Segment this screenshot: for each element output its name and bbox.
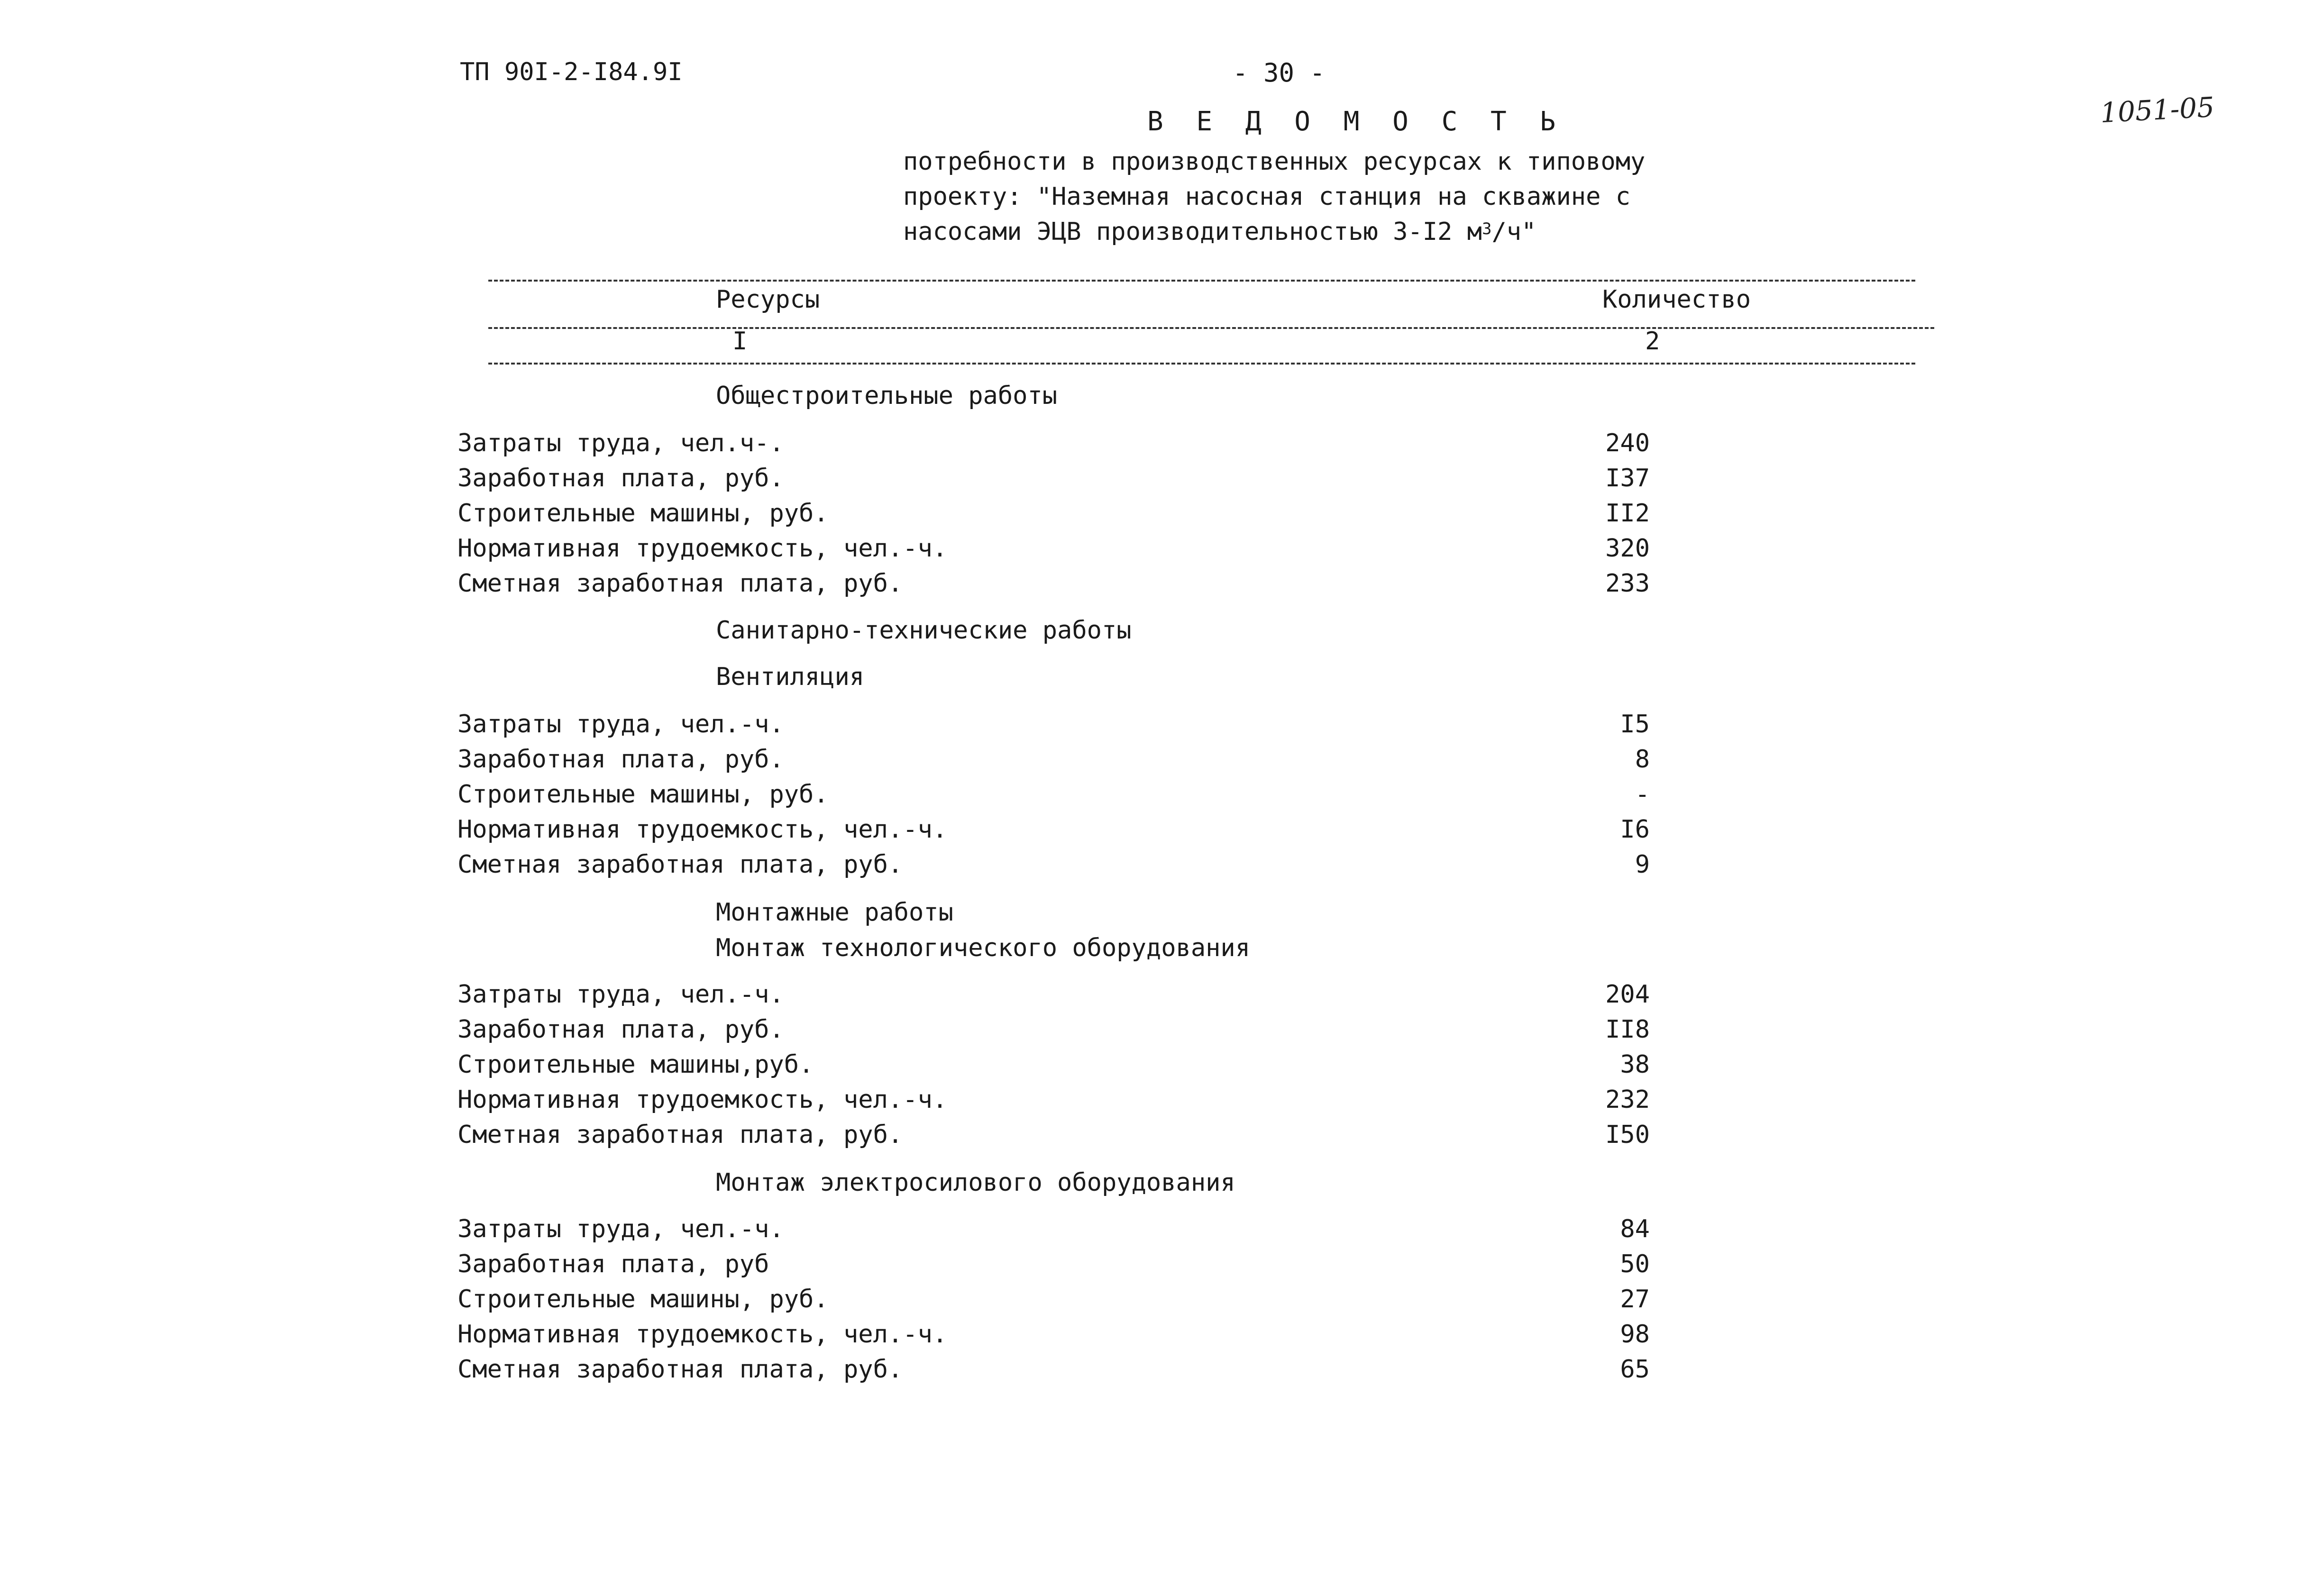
section-title: Санитарно-технические работы	[716, 616, 1132, 645]
table-row-label: Строительные машины,руб.	[457, 1050, 814, 1079]
table-row-label: Сметная заработная плата, руб.	[457, 569, 903, 598]
table-row-label: Нормативная трудоемкость, чел.-ч.	[457, 1320, 948, 1349]
section-title: Монтажные работы	[716, 898, 953, 927]
table-row-label: Затраты труда, чел.ч-.	[457, 429, 784, 457]
superscript-cube: 3	[1482, 219, 1492, 238]
subtitle-line-3	[903, 214, 1536, 249]
table-row-label: Нормативная трудоемкость, чел.-ч.	[457, 815, 948, 844]
table-row-value: II2	[1605, 499, 1650, 528]
table-row-label: Затраты труда, чел.-ч.	[457, 710, 784, 739]
table-row-value: II8	[1605, 1015, 1650, 1044]
section-subtitle: Монтаж технологического оборудования	[716, 934, 1251, 962]
table-row-value: 38	[1620, 1050, 1650, 1079]
subtitle-line-2: проекту: "Наземная насосная станция на скважине с	[903, 182, 1631, 211]
column-number-2: 2	[1645, 327, 1660, 356]
table-row-value: 9	[1635, 850, 1650, 879]
table-rule-bottom	[488, 363, 1915, 365]
table-row-label: Нормативная трудоемкость, чел.-ч.	[457, 534, 948, 563]
table-rule-top	[488, 280, 1915, 282]
table-row-value: 233	[1605, 569, 1650, 598]
table-row-label: Затраты труда, чел.-ч.	[457, 980, 784, 1009]
table-row-label: Заработная плата, руб.	[457, 745, 784, 774]
table-row-label: Строительные машины, руб.	[457, 780, 829, 809]
column-number-1: I	[732, 327, 748, 356]
page-number: - 30 -	[1233, 58, 1326, 88]
table-rule-middle	[488, 327, 1934, 329]
document-code: ТП 90I-2-I84.9I	[460, 58, 683, 86]
table-row-value: 98	[1620, 1320, 1650, 1349]
subtitle-line-3-text: насосами ЭЦВ производительностью 3-I2 м	[903, 218, 1482, 246]
handwritten-margin-note: 1051-05	[2099, 91, 2215, 129]
table-row-label: Сметная заработная плата, руб.	[457, 1355, 903, 1384]
table-row-value: 65	[1620, 1355, 1650, 1384]
table-row-label: Заработная плата, руб.	[457, 1015, 784, 1044]
table-row-value: I5	[1620, 710, 1650, 739]
table-row-label: Сметная заработная плата, руб.	[457, 850, 903, 879]
column-header-resources: Ресурсы	[716, 285, 820, 314]
table-row-label: Затраты труда, чел.-ч.	[457, 1215, 784, 1243]
table-row-label: Заработная плата, руб	[457, 1250, 769, 1278]
table-row-label: Заработная плата, руб.	[457, 464, 784, 492]
table-row-label: Сметная заработная плата, руб.	[457, 1121, 903, 1149]
table-row-value: 204	[1605, 980, 1650, 1009]
table-row-value: 320	[1605, 534, 1650, 563]
table-row-label: Строительные машины, руб.	[457, 1285, 829, 1313]
section-title: Общестроительные работы	[716, 382, 1058, 410]
table-row-value: I50	[1605, 1121, 1650, 1149]
table-row-value: 240	[1605, 429, 1650, 457]
table-row-value: 8	[1635, 745, 1650, 774]
table-row-label: Строительные машины, руб.	[457, 499, 829, 528]
table-row-value: 27	[1620, 1285, 1650, 1313]
document-title: В Е Д О М О С Т Ь	[1147, 106, 1564, 137]
column-header-quantity: Количество	[1602, 285, 1751, 314]
table-row-label: Нормативная трудоемкость, чел.-ч.	[457, 1085, 948, 1114]
table-row-value: -	[1635, 780, 1650, 809]
table-row-value: 50	[1620, 1250, 1650, 1278]
subtitle-line-1: потребности в производственных ресурсах к типовому	[903, 147, 1646, 176]
section-title: Монтаж электросилового оборудования	[716, 1168, 1235, 1197]
table-row-value: 232	[1605, 1085, 1650, 1114]
table-row-value: I37	[1605, 464, 1650, 492]
subtitle-line-3-unit: /ч"	[1491, 218, 1536, 246]
section-subtitle: Вентиляция	[716, 663, 865, 691]
table-row-value: I6	[1620, 815, 1650, 844]
table-row-value: 84	[1620, 1215, 1650, 1243]
